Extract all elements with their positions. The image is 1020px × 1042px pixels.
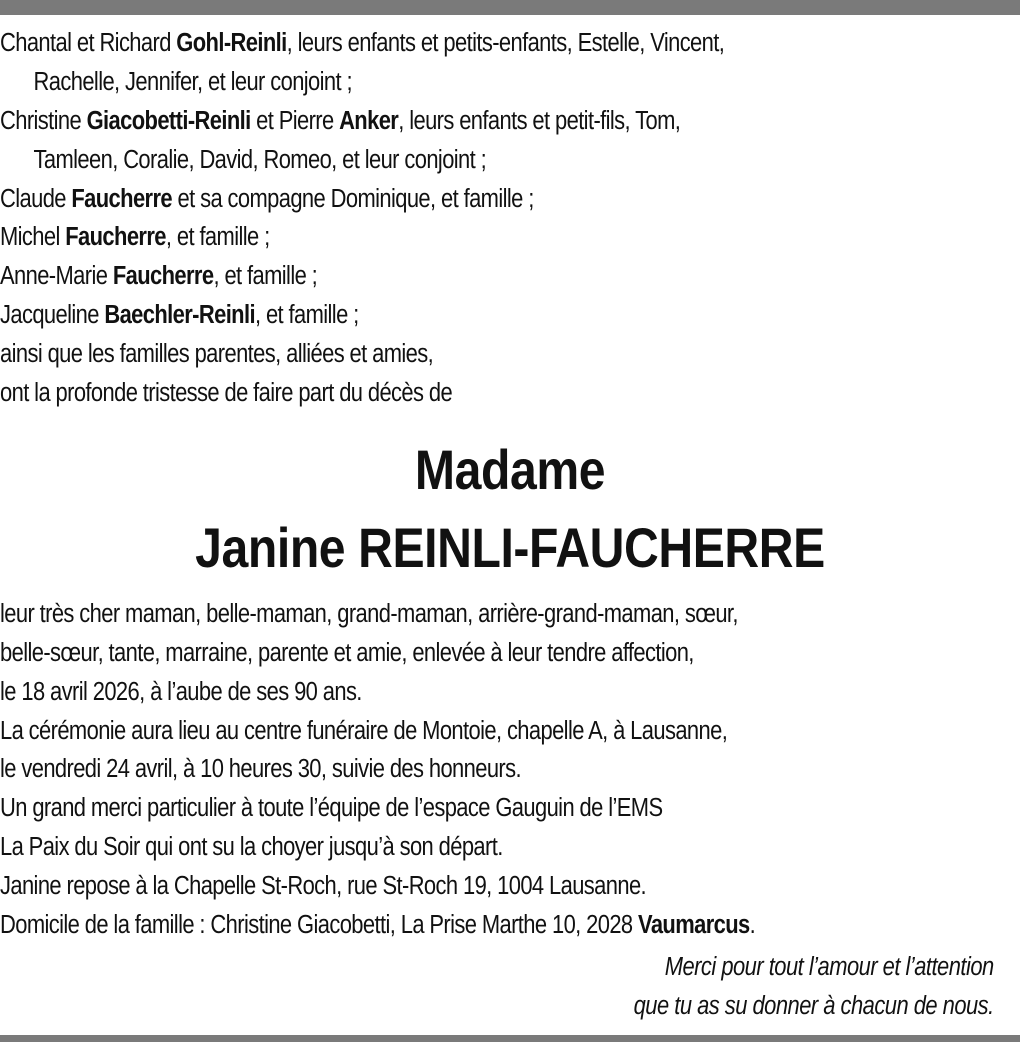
- intro-line: ainsi que les familles parentes, alliées et amies,: [0, 340, 434, 369]
- body-line: La cérémonie aura lieu au centre funéraire de Montoie, chapelle A, à Lausanne,: [0, 716, 728, 745]
- mourner-text: Tamleen, Coralie, David, Romeo, et leur conjoint ;: [33, 145, 487, 174]
- mourner-text: , et famille ;: [213, 262, 318, 291]
- closing-line: que tu as su donner à chacun de nous.: [633, 992, 994, 1020]
- bottom-rule: [0, 1035, 1020, 1042]
- closing-line: Merci pour tout l’amour et l’attention: [664, 953, 994, 981]
- mourner-surname: Gohl-Reinli: [176, 29, 287, 57]
- mourner-surname: Anker: [339, 106, 399, 135]
- mourner-text: Anne-Marie: [0, 262, 113, 291]
- top-rule: [0, 0, 1020, 15]
- mourner-text: , et famille ;: [254, 301, 359, 330]
- mourner-text: et Pierre: [250, 106, 340, 135]
- mourner-line: [0, 24, 1020, 63]
- mourner-line: [0, 218, 1020, 257]
- mourner-line: [0, 180, 1020, 219]
- mourner-text: et sa compagne Dominique, et famille ;: [172, 184, 534, 213]
- closing-quote: [575, 948, 994, 1026]
- mourner-text: , et famille ;: [165, 223, 270, 252]
- mourner-text: Christine: [0, 106, 87, 135]
- body-line: le vendredi 24 avril, à 10 heures 30, suivie des honneurs.: [0, 755, 521, 784]
- body-line: Un grand merci particulier à toute l’équipe de l’espace Gauguin de l’EMS: [0, 794, 663, 823]
- mourner-surname: Faucherre: [71, 184, 173, 213]
- intro-line: ont la profonde tristesse de faire part du décès de: [0, 379, 453, 408]
- mourner-line-continued: [0, 63, 1020, 102]
- mourner-surname: Baechler-Reinli: [104, 301, 255, 330]
- deceased-name: Janine REINLI-FAUCHERRE: [195, 515, 825, 579]
- mourner-text: Chantal et Richard: [0, 29, 177, 57]
- mourner-surname: Giacobetti-Reinli: [86, 106, 251, 135]
- mourner-surname: Faucherre: [112, 262, 214, 291]
- mourner-line: [0, 102, 1020, 141]
- body-line: le 18 avril 2026, à l’aube de ses 90 ans.: [0, 677, 362, 706]
- mourner-line-continued: [0, 141, 1020, 180]
- deceased-honorific: Madame: [414, 437, 606, 501]
- mourner-text: Michel: [0, 223, 66, 252]
- death-notice: [0, 24, 1020, 945]
- mourner-text: , leurs enfants et petit-fils, Tom,: [398, 106, 681, 135]
- mourner-text: Claude: [0, 184, 72, 213]
- mourner-text: Jacqueline: [0, 301, 105, 330]
- mourner-line: [0, 257, 1020, 296]
- domicile-text: .: [749, 911, 756, 940]
- body-line: leur très cher maman, belle-maman, grand-maman, arrière-grand-maman, sœur,: [0, 599, 738, 628]
- domicile-place: Vaumarcus: [638, 911, 750, 940]
- body-line: La Paix du Soir qui ont su la choyer jusqu’à son départ.: [0, 833, 503, 862]
- mourner-text: , leurs enfants et petits-enfants, Estelle, Vincent,: [286, 29, 725, 57]
- mourner-line: [0, 296, 1020, 335]
- domicile-text: Domicile de la famille : Christine Giacobetti, La Prise Marthe 10, 2028: [0, 911, 639, 940]
- mourner-text: Rachelle, Jennifer, et leur conjoint ;: [33, 67, 352, 96]
- body-line: belle-sœur, tante, marraine, parente et amie, enlevée à leur tendre affection,: [0, 638, 694, 667]
- domicile-line: [0, 906, 1020, 945]
- body-line: Janine repose à la Chapelle St-Roch, rue St-Roch 19, 1004 Lausanne.: [0, 872, 647, 901]
- mourner-surname: Faucherre: [65, 223, 166, 252]
- deceased-name-block: [0, 431, 1020, 587]
